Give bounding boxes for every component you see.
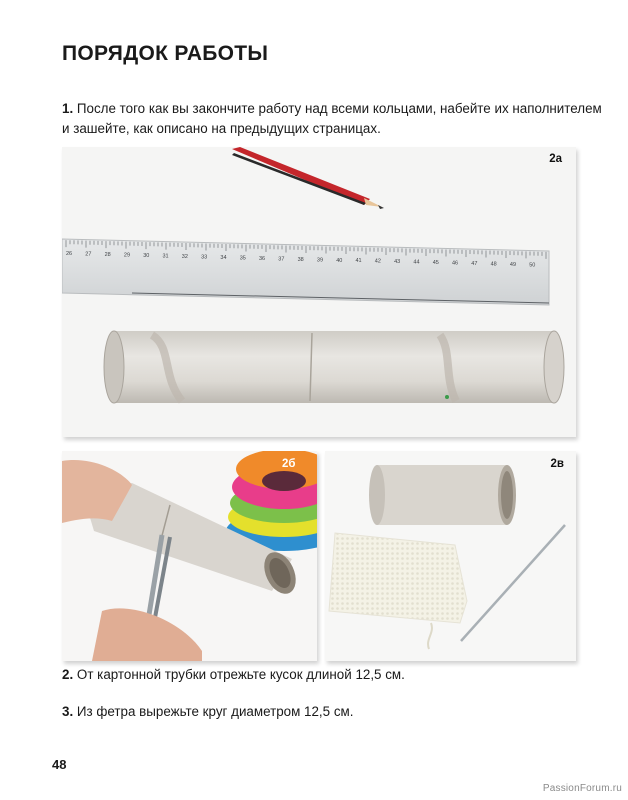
ruler-number: 26 [66, 251, 73, 258]
ruler-number: 45 [432, 260, 439, 267]
short-cardboard-tube [369, 465, 516, 525]
ruler-number: 27 [85, 251, 92, 258]
ruler-number: 41 [355, 258, 362, 265]
ruler-number: 46 [452, 260, 459, 267]
ruler-number: 50 [529, 262, 536, 269]
step-1-number: 1. [62, 101, 74, 116]
photo-2b [62, 451, 317, 661]
ruler-number: 47 [471, 261, 478, 268]
step-3 [62, 702, 353, 722]
photo-2a-illustration [62, 147, 576, 437]
ruler-number: 44 [413, 259, 420, 266]
ruler-number: 31 [162, 253, 169, 260]
page-title: ПОРЯДОК РАБОТЫ [62, 42, 269, 65]
photo-2b-illustration [62, 451, 317, 661]
ruler-number: 39 [316, 257, 324, 264]
photo-2c [325, 451, 576, 661]
photo-2a [62, 147, 576, 437]
cardboard-tube [104, 331, 564, 403]
step-1 [62, 99, 602, 139]
ruler-number: 37 [278, 256, 285, 263]
ruler [62, 239, 549, 305]
ruler-number: 36 [259, 255, 266, 262]
ruler-number: 43 [394, 259, 401, 266]
step-2-number: 2. [62, 667, 74, 682]
step-3-number: 3. [62, 704, 74, 719]
ruler-number: 38 [297, 256, 304, 263]
step-3-text: Из фетра вырежьте круг диаметром 12,5 см. [76, 704, 354, 719]
photo-2c-illustration [325, 451, 576, 661]
watermark: PassionForum.ru [542, 783, 622, 794]
ruler-number: 30 [143, 253, 150, 260]
step-2 [62, 665, 405, 685]
ruler-number: 49 [509, 262, 517, 269]
photo-2c-label: 2в [550, 458, 564, 470]
ruler-number: 42 [374, 258, 381, 265]
crochet-swatch [329, 533, 467, 623]
ruler-number: 34 [220, 254, 227, 261]
ruler-number: 28 [104, 252, 111, 259]
ruler-number: 40 [336, 257, 343, 264]
ruler-number: 32 [181, 253, 188, 260]
photo-2b-label: 2б [282, 458, 296, 470]
ruler-number: 33 [201, 254, 208, 261]
step-1-text: После того как вы закончите работу над всеми кольцами, набейте их наполнителем и зашейте, как описано на предыдущих страницах. [62, 101, 602, 136]
ruler-number: 29 [123, 252, 131, 259]
ruler-number: 35 [239, 255, 246, 262]
ruler-number: 48 [490, 261, 497, 268]
page-number: 48 [52, 757, 67, 772]
photo-2a-label: 2а [549, 153, 562, 165]
step-2-text: От картонной трубки отрежьте кусок длиной 12,5 см. [76, 667, 405, 682]
